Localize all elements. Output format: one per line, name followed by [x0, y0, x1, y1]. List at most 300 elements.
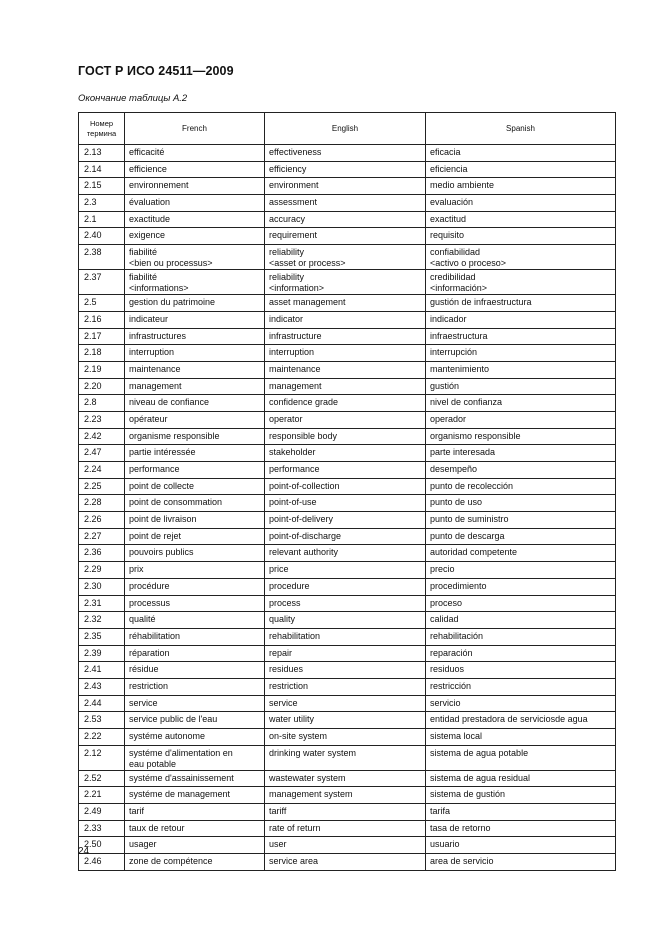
spanish-term-line: calidad: [430, 614, 459, 625]
english-term-line: asset management: [269, 297, 346, 308]
term-number-cell: 2.50: [79, 837, 125, 854]
spanish-term-line: eficacia: [430, 147, 461, 157]
french-term-line: réparation: [129, 647, 170, 658]
french-term-cell: [125, 729, 265, 746]
term-number-cell: 2.40: [79, 228, 125, 245]
term-number-cell: 2.35: [79, 628, 125, 645]
english-term-line: confidence grade: [269, 397, 339, 408]
spanish-term-line: credibilidad: [430, 272, 476, 283]
english-term-line: rehabilitation: [269, 630, 321, 641]
french-term-line: systéme autonome: [129, 731, 206, 741]
spanish-term-cell: [426, 178, 616, 195]
table-row: [79, 729, 616, 746]
term-number-cell: 2.49: [79, 804, 125, 821]
french-term-line: management: [129, 380, 182, 391]
term-number-cell: 2.41: [79, 662, 125, 679]
english-term-line: reliability: [269, 247, 305, 258]
english-term-cell: [265, 678, 426, 695]
french-term-line: point de livraison: [129, 514, 197, 525]
table-row: [79, 595, 616, 612]
french-term-line: interruption: [129, 347, 175, 358]
spanish-term-cell: [426, 161, 616, 178]
term-number-cell: 2.25: [79, 478, 125, 495]
english-term-cell: [265, 578, 426, 595]
french-term-cell: [125, 245, 265, 270]
french-term-cell: [125, 145, 265, 162]
table-row: [79, 228, 616, 245]
english-term-line: point-of-delivery: [269, 514, 334, 525]
english-term-cell: [265, 745, 426, 770]
spanish-term-line: interrupción: [430, 347, 478, 358]
english-term-line: on-site system: [269, 731, 328, 741]
spanish-term-cell: [426, 378, 616, 395]
french-term-line: infrastructures: [129, 330, 187, 341]
french-term-line: zone de compétence: [129, 856, 213, 867]
french-term-cell: [125, 612, 265, 629]
term-number-cell: 2.26: [79, 512, 125, 529]
spanish-term-line: restricción: [430, 680, 472, 691]
term-number-cell: 2.23: [79, 411, 125, 428]
french-term-line: environnement: [129, 180, 189, 191]
french-term-line: partie intéressée: [129, 447, 196, 458]
french-term-line: réhabilitation: [129, 630, 181, 641]
spanish-term-cell: [426, 695, 616, 712]
french-term-cell: [125, 854, 265, 871]
table-row: [79, 804, 616, 821]
table-row: [79, 478, 616, 495]
term-number-cell: 2.47: [79, 445, 125, 462]
spanish-term-cell: [426, 345, 616, 362]
term-number-cell: 2.32: [79, 612, 125, 629]
term-number-cell: 2.5: [79, 295, 125, 312]
french-term-line: efficience: [129, 163, 167, 174]
table-row: [79, 295, 616, 312]
spanish-term-line: infraestructura: [430, 330, 488, 341]
english-term-cell: [265, 662, 426, 679]
english-term-line: point-of-discharge: [269, 530, 342, 541]
french-term-cell: [125, 595, 265, 612]
table-row: [79, 770, 616, 787]
english-term-line: indicator: [269, 313, 304, 324]
english-term-cell: [265, 428, 426, 445]
spanish-term-cell: [426, 411, 616, 428]
french-term-cell: [125, 820, 265, 837]
spanish-term-cell: [426, 211, 616, 228]
table-row: [79, 428, 616, 445]
english-term-cell: [265, 445, 426, 462]
table-row: [79, 820, 616, 837]
spanish-term-cell: [426, 311, 616, 328]
spanish-term-line: mantenimiento: [430, 363, 490, 374]
spanish-term-cell: [426, 712, 616, 729]
english-term-line: performance: [269, 464, 320, 474]
spanish-term-line: confiabilidad: [430, 247, 481, 258]
french-term-cell: [125, 645, 265, 662]
french-term-cell: [125, 345, 265, 362]
spanish-term-line: punto de descarga: [430, 530, 505, 541]
french-term-line: service: [129, 697, 158, 708]
english-term-cell: [265, 361, 426, 378]
term-number-cell: 2.18: [79, 345, 125, 362]
english-term-line: responsible body: [269, 430, 338, 441]
english-term-line: maintenance: [269, 363, 321, 374]
spanish-term-line: proceso: [430, 597, 463, 608]
english-term-cell: [265, 562, 426, 579]
term-number-cell: 2.19: [79, 361, 125, 378]
table-row: [79, 161, 616, 178]
english-term-line: tariff: [269, 806, 287, 817]
english-term-line: relevant authority: [269, 547, 339, 558]
french-term-cell: [125, 545, 265, 562]
french-term-line: <bien ou processus>: [129, 258, 213, 269]
french-term-line: processus: [129, 597, 171, 608]
table-row: [79, 512, 616, 529]
french-term-cell: [125, 361, 265, 378]
term-number-cell: 2.21: [79, 787, 125, 804]
spanish-term-cell: [426, 578, 616, 595]
table-row: [79, 245, 616, 270]
french-term-line: fiabilité: [129, 272, 158, 283]
french-term-cell: [125, 712, 265, 729]
french-term-cell: [125, 178, 265, 195]
spanish-term-line: entidad prestadora de serviciosde agua: [430, 714, 588, 725]
table-row: [79, 578, 616, 595]
french-term-cell: [125, 378, 265, 395]
french-term-cell: [125, 662, 265, 679]
spanish-term-cell: [426, 645, 616, 662]
page-number: 24: [78, 846, 90, 857]
english-term-cell: [265, 712, 426, 729]
table-row: [79, 270, 616, 295]
table-row: [79, 378, 616, 395]
term-number-cell: 2.8: [79, 395, 125, 412]
english-term-cell: [265, 161, 426, 178]
term-number-cell: 2.29: [79, 562, 125, 579]
english-term-line: infrastructure: [269, 330, 322, 341]
french-term-cell: [125, 837, 265, 854]
french-term-line: maintenance: [129, 363, 181, 374]
document-title: ГОСТ Р ИСО 24511—2009: [78, 64, 234, 78]
french-term-line: usager: [129, 839, 157, 850]
spanish-term-line: gustión: [430, 380, 460, 391]
spanish-term-line: sistema de gustión: [430, 789, 506, 800]
french-term-cell: [125, 445, 265, 462]
french-term-line: organisme responsible: [129, 430, 220, 441]
spanish-term-line: tarifa: [430, 806, 451, 817]
french-term-line: systéme d'alimentation en: [129, 747, 233, 758]
english-term-line: water utility: [269, 714, 315, 725]
french-term-line: procédure: [129, 580, 170, 591]
french-term-cell: [125, 528, 265, 545]
table-row: [79, 695, 616, 712]
english-term-line: procedure: [269, 580, 310, 591]
french-term-line: niveau de confiance: [129, 397, 210, 408]
french-term-cell: [125, 804, 265, 821]
spanish-term-line: sistema de agua potable: [430, 747, 529, 758]
spanish-term-line: organismo responsible: [430, 430, 521, 441]
french-term-cell: [125, 478, 265, 495]
english-term-cell: [265, 645, 426, 662]
english-term-cell: [265, 820, 426, 837]
table-row: [79, 311, 616, 328]
english-term-cell: [265, 545, 426, 562]
french-term-line: exigence: [129, 230, 166, 241]
spanish-term-cell: [426, 145, 616, 162]
table-row: [79, 787, 616, 804]
french-term-cell: [125, 211, 265, 228]
english-term-cell: [265, 462, 426, 479]
table-row: [79, 411, 616, 428]
french-term-cell: [125, 295, 265, 312]
term-number-cell: 2.46: [79, 854, 125, 871]
spanish-term-cell: [426, 595, 616, 612]
french-term-cell: [125, 311, 265, 328]
spanish-term-cell: [426, 270, 616, 295]
french-term-line: point de consommation: [129, 497, 223, 508]
english-term-line: quality: [269, 614, 296, 625]
term-number-cell: 2.22: [79, 729, 125, 746]
spanish-term-cell: [426, 295, 616, 312]
spanish-term-cell: [426, 495, 616, 512]
english-term-cell: [265, 211, 426, 228]
term-number-cell: 2.24: [79, 462, 125, 479]
french-term-cell: [125, 770, 265, 787]
english-term-line: stakeholder: [269, 447, 316, 458]
french-term-cell: [125, 787, 265, 804]
spanish-term-line: usuario: [430, 839, 460, 850]
spanish-term-cell: [426, 328, 616, 345]
spanish-term-cell: [426, 837, 616, 854]
spanish-term-cell: [426, 787, 616, 804]
french-term-line: évaluation: [129, 197, 171, 208]
term-number-cell: 2.52: [79, 770, 125, 787]
french-term-line: point de collecte: [129, 480, 195, 491]
table-row: [79, 345, 616, 362]
english-term-cell: [265, 770, 426, 787]
spanish-term-cell: [426, 745, 616, 770]
term-number-cell: 2.16: [79, 311, 125, 328]
term-number-cell: 2.12: [79, 745, 125, 770]
french-term-line: prix: [129, 564, 144, 575]
english-term-cell: [265, 628, 426, 645]
english-term-line: reliability: [269, 272, 305, 283]
english-term-cell: [265, 512, 426, 529]
spanish-term-cell: [426, 662, 616, 679]
english-term-cell: [265, 729, 426, 746]
english-term-cell: [265, 378, 426, 395]
header-spanish: Spanish: [426, 113, 616, 145]
french-term-line: exactitude: [129, 213, 171, 224]
english-term-line: process: [269, 597, 301, 608]
term-number-cell: 2.28: [79, 495, 125, 512]
table-row: [79, 628, 616, 645]
english-term-line: rate of return: [269, 822, 321, 833]
french-term-line: indicateur: [129, 313, 169, 324]
english-term-cell: [265, 528, 426, 545]
term-number-cell: 2.37: [79, 270, 125, 295]
spanish-term-line: autoridad competente: [430, 547, 518, 558]
english-term-cell: [265, 178, 426, 195]
spanish-term-cell: [426, 854, 616, 871]
english-term-line: drinking water system: [269, 747, 357, 758]
spanish-term-line: sistema de agua residual: [430, 772, 531, 783]
french-term-line: performance: [129, 464, 180, 474]
table-row: [79, 211, 616, 228]
spanish-term-line: gustión de infraestructura: [430, 297, 532, 308]
english-term-cell: [265, 478, 426, 495]
spanish-term-line: evaluación: [430, 197, 474, 208]
french-term-cell: [125, 161, 265, 178]
english-term-line: requirement: [269, 230, 318, 241]
table-row: [79, 712, 616, 729]
english-term-cell: [265, 854, 426, 871]
english-term-line: assessment: [269, 197, 318, 208]
spanish-term-line: punto de recolección: [430, 480, 514, 491]
table-row: [79, 645, 616, 662]
spanish-term-cell: [426, 820, 616, 837]
spanish-term-cell: [426, 462, 616, 479]
english-term-line: repair: [269, 647, 293, 658]
english-term-cell: [265, 395, 426, 412]
spanish-term-line: <activo o proceso>: [430, 258, 507, 269]
french-term-cell: [125, 395, 265, 412]
table-row: [79, 328, 616, 345]
term-number-cell: 2.53: [79, 712, 125, 729]
english-term-line: <asset or process>: [269, 258, 346, 269]
header-term-number: [79, 113, 125, 145]
spanish-term-cell: [426, 770, 616, 787]
term-number-cell: 2.27: [79, 528, 125, 545]
spanish-term-line: precio: [430, 564, 455, 575]
term-number-cell: 2.33: [79, 820, 125, 837]
french-term-line: tarif: [129, 806, 145, 817]
term-number-cell: 2.36: [79, 545, 125, 562]
french-term-cell: [125, 562, 265, 579]
header-english: English: [265, 113, 426, 145]
term-number-cell: 2.31: [79, 595, 125, 612]
term-number-cell: 2.44: [79, 695, 125, 712]
table-caption: Окончание таблицы А.2: [78, 93, 188, 104]
english-term-line: price: [269, 564, 289, 575]
french-term-line: qualité: [129, 614, 156, 625]
french-term-line: eau potable: [129, 758, 177, 769]
spanish-term-cell: [426, 445, 616, 462]
spanish-term-line: operador: [430, 413, 467, 424]
table-row: [79, 662, 616, 679]
english-term-cell: [265, 495, 426, 512]
english-term-cell: [265, 195, 426, 212]
table-row: [79, 361, 616, 378]
header-number-line1: Номер: [89, 118, 114, 128]
table-row: [79, 528, 616, 545]
french-term-line: systéme d'assainissement: [129, 772, 234, 783]
english-term-cell: [265, 145, 426, 162]
english-term-cell: [265, 228, 426, 245]
spanish-term-line: indicador: [430, 313, 467, 324]
english-term-cell: [265, 245, 426, 270]
french-term-line: opérateur: [129, 413, 168, 424]
table-body: [79, 145, 616, 871]
english-term-line: point-of-use: [269, 497, 317, 508]
english-term-cell: [265, 695, 426, 712]
french-term-cell: [125, 745, 265, 770]
header-french: French: [125, 113, 265, 145]
french-term-line: <informations>: [129, 283, 189, 294]
spanish-term-cell: [426, 195, 616, 212]
english-term-line: accuracy: [269, 213, 306, 224]
french-term-line: pouvoirs publics: [129, 547, 194, 558]
spanish-term-line: punto de suministro: [430, 514, 509, 525]
spanish-term-line: rehabilitación: [430, 630, 484, 641]
spanish-term-line: <información>: [430, 283, 488, 294]
term-number-cell: 2.15: [79, 178, 125, 195]
spanish-term-cell: [426, 428, 616, 445]
english-term-cell: [265, 311, 426, 328]
table-row: [79, 495, 616, 512]
spanish-term-line: punto de uso: [430, 497, 483, 508]
spanish-term-line: requisito: [430, 230, 465, 241]
spanish-term-line: eficiencia: [430, 163, 468, 174]
table-row: [79, 445, 616, 462]
table-row: [79, 562, 616, 579]
english-term-line: efficiency: [269, 163, 307, 174]
term-number-cell: 2.14: [79, 161, 125, 178]
french-term-line: gestion du patrimoine: [129, 297, 216, 308]
english-term-line: restriction: [269, 680, 309, 691]
french-term-cell: [125, 462, 265, 479]
french-term-cell: [125, 695, 265, 712]
french-term-cell: [125, 195, 265, 212]
table-row: [79, 178, 616, 195]
english-term-line: service: [269, 697, 298, 708]
spanish-term-line: parte interesada: [430, 447, 496, 458]
english-term-cell: [265, 804, 426, 821]
term-number-cell: 2.43: [79, 678, 125, 695]
spanish-term-cell: [426, 678, 616, 695]
french-term-line: systéme de management: [129, 789, 231, 800]
term-number-cell: 2.17: [79, 328, 125, 345]
french-term-line: efficacité: [129, 147, 165, 157]
spanish-term-cell: [426, 628, 616, 645]
spanish-term-cell: [426, 245, 616, 270]
english-term-line: management system: [269, 789, 353, 800]
english-term-line: <information>: [269, 283, 325, 294]
spanish-term-line: sistema local: [430, 731, 483, 741]
term-number-cell: 2.3: [79, 195, 125, 212]
spanish-term-line: area de servicio: [430, 856, 494, 867]
table-row: [79, 145, 616, 162]
english-term-line: environment: [269, 180, 319, 191]
term-number-cell: 2.20: [79, 378, 125, 395]
spanish-term-line: residuos: [430, 664, 465, 675]
term-number-cell: 2.13: [79, 145, 125, 162]
spanish-term-line: tasa de retorno: [430, 822, 491, 833]
english-term-cell: [265, 295, 426, 312]
spanish-term-cell: [426, 562, 616, 579]
spanish-term-cell: [426, 612, 616, 629]
spanish-term-cell: [426, 545, 616, 562]
french-term-cell: [125, 495, 265, 512]
table-row: [79, 462, 616, 479]
spanish-term-cell: [426, 512, 616, 529]
english-term-cell: [265, 270, 426, 295]
spanish-term-line: nivel de confianza: [430, 397, 503, 408]
term-number-cell: 2.39: [79, 645, 125, 662]
french-term-cell: [125, 678, 265, 695]
term-number-cell: 2.38: [79, 245, 125, 270]
english-term-cell: [265, 787, 426, 804]
english-term-line: effectiveness: [269, 147, 322, 157]
